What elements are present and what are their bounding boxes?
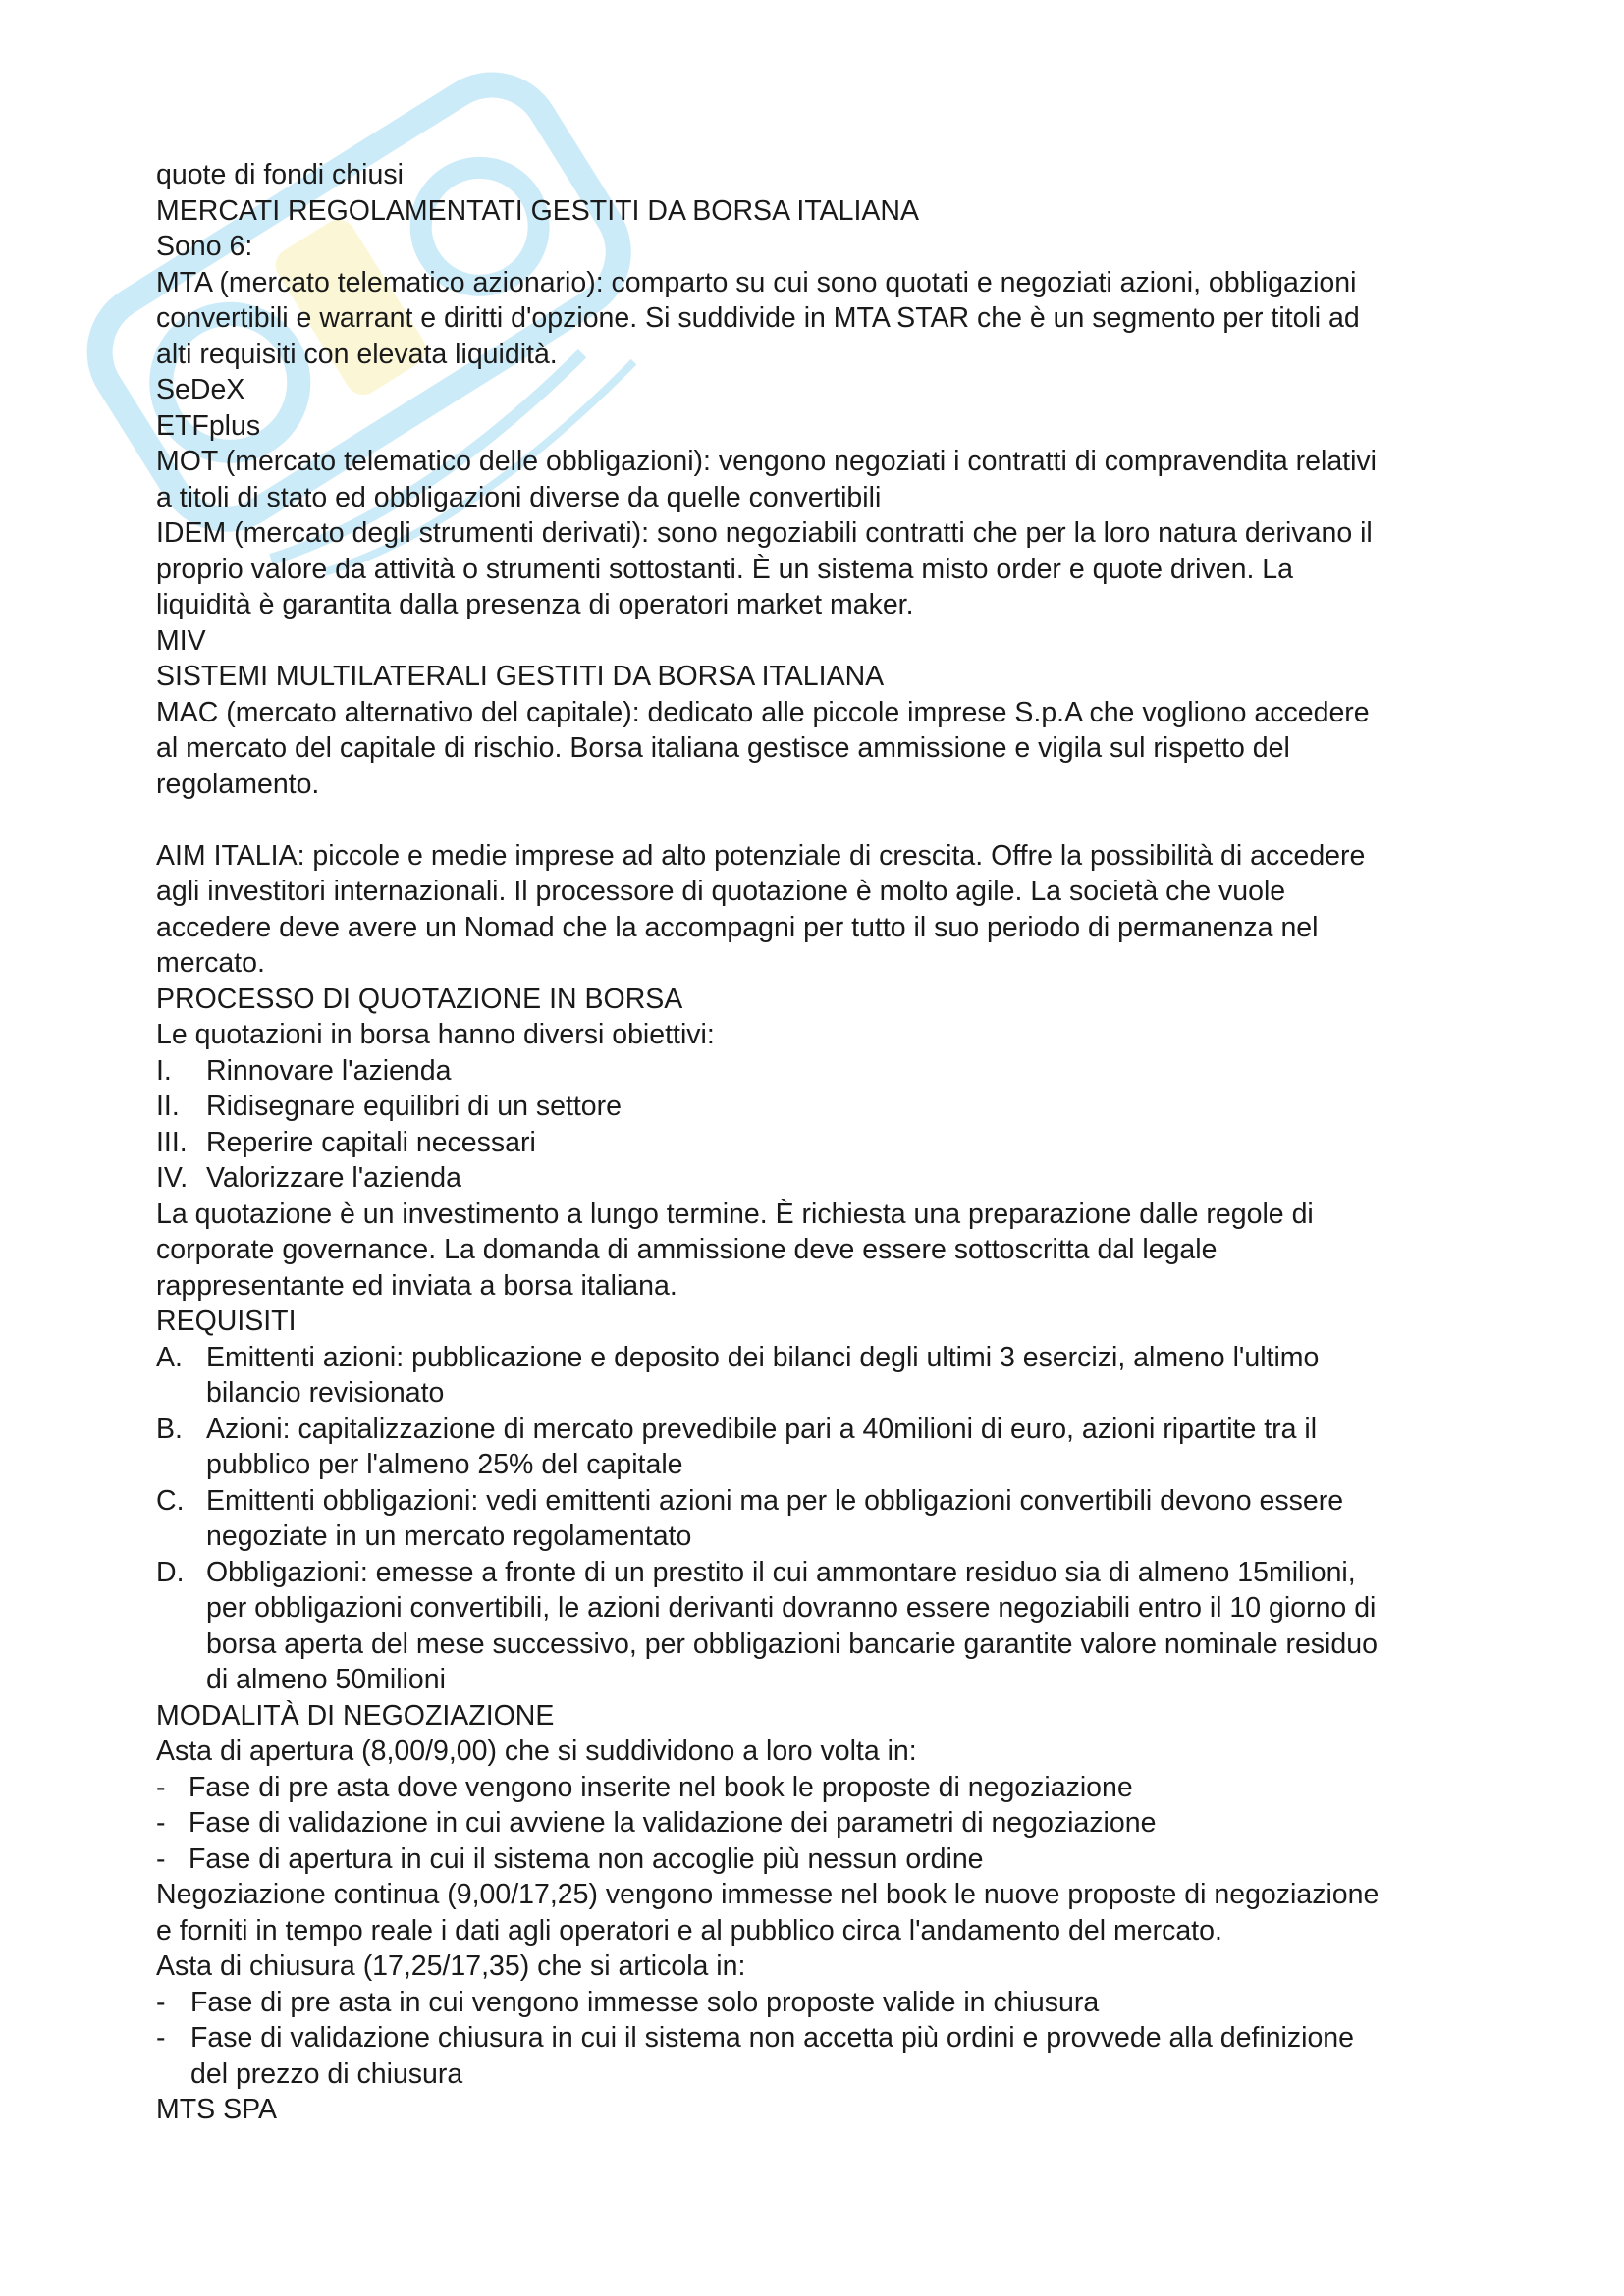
- text-line: SISTEMI MULTILATERALI GESTITI DA BORSA ITALIANA: [156, 661, 885, 692]
- list-item-text: Valorizzare l'azienda: [206, 1162, 461, 1194]
- list-item: [156, 1089, 1491, 1125]
- requirements-list: [156, 1340, 1491, 1698]
- text-line: liquidità è garantita dalla presenza di operatori market maker.: [156, 589, 914, 620]
- text-line: alti requisiti con elevata liquidità.: [156, 338, 558, 370]
- text-line: regolamento.: [156, 768, 320, 800]
- blank-line: [156, 802, 1491, 838]
- text-line: agli investitori internazionali. Il processore di quotazione è molto agile. La società che vuole: [156, 876, 1286, 907]
- list-marker: B.: [156, 1413, 183, 1445]
- text-line: Sono 6:: [156, 231, 253, 262]
- list-item-line: Fase di pre asta in cui vengono immesse solo proposte valide in chiusura: [190, 1986, 1100, 2018]
- list-item-line: del prezzo di chiusura: [190, 2057, 463, 2090]
- text-line: REQUISITI: [156, 1306, 297, 1337]
- list-item-line: bilancio revisionato: [206, 1377, 445, 1409]
- text-line: MAC (mercato alternativo del capitale): dedicato alle piccole imprese S.p.A che vogliono accedere: [156, 696, 1370, 728]
- list-item-line: pubblico per l'almeno 25% del capitale: [206, 1449, 683, 1480]
- text-line: MTA (mercato telematico azionario): comparto su cui sono quotati e negoziati azioni, obbligazioni: [156, 266, 1357, 298]
- text-line: MTS SPA: [156, 2094, 277, 2125]
- list-item: [156, 1985, 1491, 2021]
- list-item-text: Reperire capitali necessari: [206, 1126, 536, 1158]
- text-line: corporate governance. La domanda di ammissione deve essere sottoscritta dal legale: [156, 1234, 1218, 1265]
- list-item-text: Fase di pre asta dove vengono inserite nel book le proposte di negoziazione: [189, 1771, 1133, 1803]
- text-line: SeDeX: [156, 374, 245, 405]
- list-item-line: per obbligazioni convertibili, le azioni derivanti dovranno essere negoziabili entro il 10 giorno di: [206, 1592, 1377, 1624]
- list-item: [156, 1555, 1491, 1698]
- document-body: [156, 157, 1491, 2128]
- list-marker: -: [156, 2022, 166, 2054]
- list-marker: IV.: [156, 1162, 189, 1194]
- section-mts: [156, 2092, 1491, 2128]
- list-marker: -: [156, 1986, 166, 2018]
- text-line: e forniti in tempo reale i dati agli operatori e al pubblico circa l'andamento del mercato.: [156, 1914, 1222, 1947]
- list-item-text: Ridisegnare equilibri di un settore: [206, 1091, 622, 1122]
- text-line: rappresentante ed inviata a borsa italiana.: [156, 1269, 677, 1302]
- list-item: [156, 1053, 1491, 1090]
- text-line: AIM ITALIA: piccole e medie imprese ad alto potenziale di crescita. Offre la possibilità di accedere: [156, 839, 1366, 872]
- list-marker: II.: [156, 1091, 180, 1122]
- list-item-line: Emittenti obbligazioni: vedi emittenti azioni ma per le obbligazioni convertibili devono essere: [206, 1484, 1344, 1517]
- text-line: Negoziazione continua (9,00/17,25) vengono immesse nel book le nuove proposte di negoziazione: [156, 1879, 1380, 1910]
- section-aim-italia: [156, 838, 1491, 1053]
- text-line: La quotazione è un investimento a lungo termine. È richiesta una preparazione dalle regole di: [156, 1198, 1314, 1230]
- text-line: convertibili e warrant e diritti d'opzione. Si suddivide in MTA STAR che è un segmento per titoli ad: [156, 302, 1360, 334]
- list-item: [156, 1160, 1491, 1197]
- list-item: [156, 1483, 1491, 1555]
- list-item: [156, 1412, 1491, 1483]
- objectives-list: [156, 1053, 1491, 1197]
- text-line: a titoli di stato ed obbligazioni diverse da quelle convertibili: [156, 481, 882, 513]
- list-item-text: Fase di validazione in cui avviene la validazione dei parametri di negoziazione: [189, 1807, 1157, 1839]
- list-item: [156, 1842, 1491, 1878]
- list-item-line: Emittenti azioni: pubblicazione e deposito dei bilanci degli ultimi 3 esercizi, almeno l'ultimo: [206, 1341, 1320, 1373]
- list-item-text: [206, 1412, 1491, 1483]
- list-marker: D.: [156, 1556, 185, 1588]
- text-line: Asta di chiusura (17,25/17,35) che si articola in:: [156, 1950, 746, 1982]
- text-line: accedere deve avere un Nomad che la accompagni per tutto il suo periodo di permanenza nel: [156, 911, 1319, 943]
- list-item-line: negoziate in un mercato regolamentato: [206, 1521, 692, 1552]
- text-line: PROCESSO DI QUOTAZIONE IN BORSA: [156, 983, 683, 1015]
- list-item-text: Rinnovare l'azienda: [206, 1054, 452, 1087]
- list-marker: C.: [156, 1484, 185, 1517]
- list-item: [156, 2020, 1491, 2092]
- list-item-line: Azioni: capitalizzazione di mercato prevedibile pari a 40milioni di euro, azioni ripartite tra il: [206, 1413, 1318, 1445]
- list-item-text: [190, 2020, 1491, 2092]
- list-marker: III.: [156, 1126, 188, 1158]
- text-line: al mercato del capitale di rischio. Borsa italiana gestisce ammissione e vigila sul rispetto del: [156, 732, 1290, 764]
- list-item-line: Fase di validazione chiusura in cui il sistema non accetta più ordini e provvede alla definizione: [190, 2022, 1355, 2054]
- list-item-line: borsa aperta del mese successivo, per obbligazioni bancarie garantite valore nominale residuo: [206, 1628, 1378, 1660]
- list-marker: A.: [156, 1341, 183, 1373]
- list-item: [156, 1805, 1491, 1842]
- section-quotazione: [156, 1197, 1491, 1340]
- opening-phases-list: [156, 1770, 1491, 1878]
- list-marker: -: [156, 1771, 166, 1803]
- text-line: mercato.: [156, 947, 265, 979]
- list-item: [156, 1770, 1491, 1806]
- text-line: MOT (mercato telematico delle obbligazioni): vengono negoziati i contratti di compravendita relativi: [156, 446, 1378, 477]
- list-item-text: [190, 1985, 1491, 2021]
- list-marker: -: [156, 1842, 166, 1875]
- text-line: IDEM (mercato degli strumenti derivati): sono negoziabili contratti che per la loro natura derivano il: [156, 517, 1373, 549]
- text-line: MERCATI REGOLAMENTATI GESTITI DA BORSA ITALIANA: [156, 194, 920, 227]
- text-line: MODALITÀ DI NEGOZIAZIONE: [156, 1699, 555, 1732]
- text-line: Le quotazioni in borsa hanno diversi obiettivi:: [156, 1019, 715, 1050]
- list-item-text: [206, 1483, 1491, 1555]
- section-mercati-regolamentati: [156, 157, 1491, 802]
- list-item-line: di almeno 50milioni: [206, 1664, 446, 1695]
- section-modalita-negoziazione: [156, 1698, 1491, 1770]
- list-item: [156, 1340, 1491, 1412]
- text-line: MIV: [156, 624, 206, 657]
- closing-phases-list: [156, 1985, 1491, 2093]
- section-negoziazione-continua: [156, 1877, 1491, 1985]
- list-marker: -: [156, 1807, 166, 1839]
- list-item-text: [206, 1555, 1491, 1698]
- list-item-line: Obbligazioni: emesse a fronte di un prestito il cui ammontare residuo sia di almeno 15milioni,: [206, 1556, 1356, 1588]
- text-line: ETFplus: [156, 409, 261, 442]
- text-line: Asta di apertura (8,00/9,00) che si suddividono a loro volta in:: [156, 1735, 917, 1767]
- text-line: proprio valore da attività o strumenti sottostanti. È un sistema misto order e quote driven. La: [156, 553, 1293, 585]
- list-item-text: Fase di apertura in cui il sistema non accoglie più nessun ordine: [189, 1842, 984, 1875]
- list-item-text: [206, 1340, 1491, 1412]
- list-marker: I.: [156, 1054, 172, 1087]
- list-item: [156, 1125, 1491, 1161]
- text-line: quote di fondi chiusi: [156, 159, 404, 190]
